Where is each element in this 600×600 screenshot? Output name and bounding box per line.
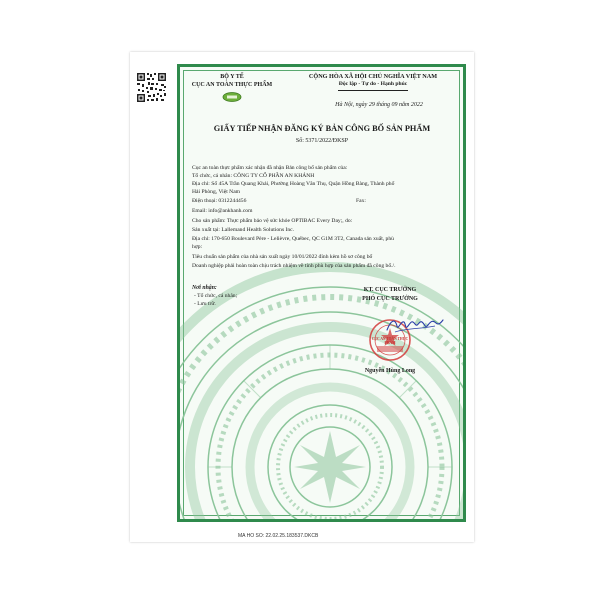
- signer-role-2: PHÓ CỤC TRƯỞNG: [362, 296, 418, 302]
- manufacturer-address-1: Địa chỉ: 170-650 Boulevard Père - Lelièvre, Québec, QC G1M 3T2, Canada sản xuất, phù: [192, 236, 394, 242]
- phone: Điện thoại: 0312244456: [192, 198, 247, 204]
- product: Cho sản phẩm: Thực phẩm bảo vệ sức khỏe OPTIBAC Every Day;, do:: [192, 218, 353, 224]
- motto-underline: [338, 90, 408, 91]
- signer-name: Nguyễn Hùng Long: [364, 368, 416, 374]
- seal-text: CỤC AN TOÀN THỰC PHẨM: [371, 337, 409, 345]
- recipient-1: - Tổ chức, cá nhân;: [194, 293, 238, 299]
- fax: Fax:: [356, 198, 366, 204]
- organization: Tổ chức, cá nhân: CÔNG TY CỔ PHẦN AN KHÁNH: [192, 173, 315, 179]
- intro-text: Cục an toàn thực phẩm xác nhận đã nhận Bản công bố sản phẩm của:: [192, 165, 348, 171]
- document-title: GIẤY TIẾP NHẬN ĐĂNG KÝ BẢN CÔNG BỐ SẢN PHẨM: [213, 124, 431, 133]
- recipients-heading: Nơi nhận:: [192, 285, 217, 291]
- department-logo: [222, 92, 242, 102]
- qr-code: [136, 72, 167, 103]
- address-line-1: Địa chỉ: Số 45A Trần Quang Khải, Phường Hoàng Văn Thụ, Quận Hồng Bàng, Thành phố: [192, 181, 395, 187]
- issue-date: Hà Nội, ngày 29 tháng 09 năm 2022: [335, 102, 423, 108]
- department-name: CỤC AN TOÀN THỰC PHẨM: [191, 82, 273, 88]
- manufacturer-address-2: hợp:: [192, 244, 203, 250]
- standard-text: Tiêu chuẩn sản phẩm của nhà sản xuất ngày 10/01/2022 đính kèm hồ sơ công bố: [192, 254, 373, 260]
- manufacturer: Sản xuất tại: Lallemand Health Solutions Inc.: [192, 227, 295, 233]
- country-name: CỘNG HÒA XÃ HỘI CHỦ NGHĨA VIỆT NAM: [308, 73, 438, 80]
- ministry-name: BỘ Y TẾ: [220, 74, 244, 80]
- signer-role-1: KT. CỤC TRƯỞNG: [363, 287, 417, 293]
- responsibility-text: Doanh nghiệp phải hoàn toàn chịu trách nhiệm về tính phù hợp của sản phẩm đã công bố./.: [192, 263, 396, 269]
- email: Email: info@ankhanh.com: [192, 208, 253, 214]
- document-number: Số: 5371/2022/ĐKSP: [295, 138, 349, 144]
- motto: Độc lập - Tự do - Hạnh phúc: [338, 81, 408, 87]
- recipient-2: - Lưu trữ.: [194, 301, 216, 307]
- address-line-2: Hải Phòng, Việt Nam: [192, 189, 241, 195]
- dossier-code: MA HO SO: 22.02.25.183537.DKCB: [238, 533, 319, 539]
- handwritten-signature: [385, 314, 445, 336]
